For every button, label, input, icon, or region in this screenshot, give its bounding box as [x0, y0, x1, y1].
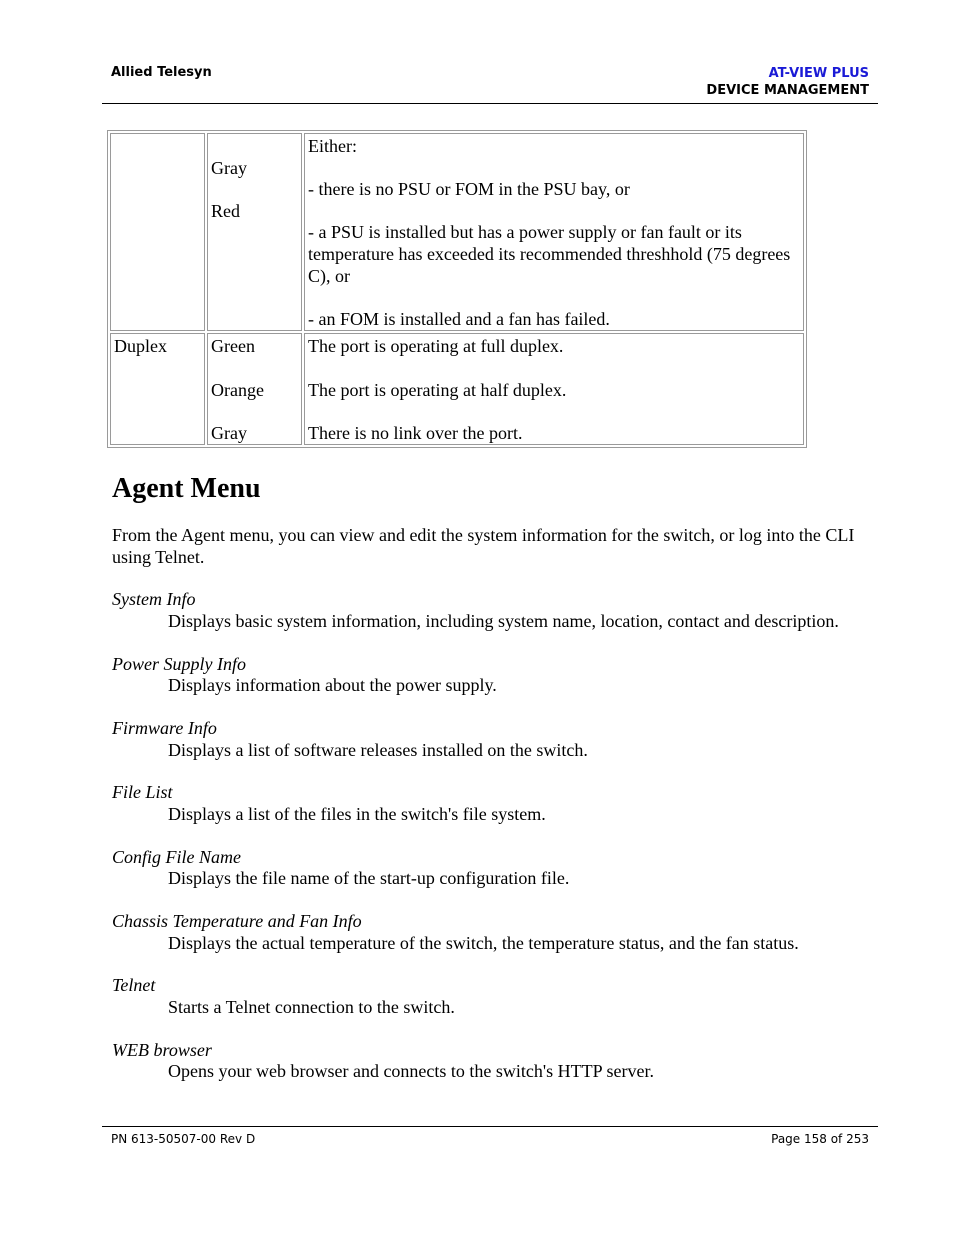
spacer: [211, 358, 298, 380]
led-description-line: - an FOM is installed and a fan has failed.: [308, 308, 610, 329]
section-name: DEVICE MANAGEMENT: [706, 83, 869, 98]
part-number: PN 613-50507-00 Rev D: [111, 1132, 256, 1146]
led-colors-cell: [207, 133, 302, 331]
led-description-line: The port is operating at half duplex.: [308, 379, 567, 400]
menu-item-definition: Displays a list of software releases installed on the switch.: [168, 739, 588, 760]
led-name-cell: Duplex: [110, 333, 205, 445]
spacer: [211, 136, 298, 158]
page-number: Page 158 of 253: [771, 1132, 869, 1146]
led-color: Orange: [211, 379, 264, 400]
led-description-cell: [304, 333, 804, 445]
led-name-cell: [110, 133, 205, 331]
agent-menu-section: [112, 470, 872, 1104]
header-right: [706, 65, 869, 99]
company-name: Allied Telesyn: [111, 65, 212, 80]
section-title: Agent Menu: [112, 473, 261, 504]
menu-item-definition: Displays information about the power supply.: [168, 675, 497, 696]
spacer: [308, 401, 800, 423]
table-row: [110, 133, 804, 331]
menu-item-definition: Displays a list of the files in the switch's file system.: [168, 803, 546, 824]
spacer: [211, 179, 298, 201]
spacer: [211, 401, 298, 423]
menu-item-definition: Opens your web browser and connects to the switch's HTTP server.: [168, 1061, 654, 1082]
led-description-line: - a PSU is installed but has a power supply or fan fault or its temperature has exceeded its recommended threshhold (75 degrees C), or: [308, 222, 791, 286]
menu-item-term: WEB browser: [112, 1039, 212, 1060]
led-description-cell: [304, 133, 804, 331]
menu-item-term: Config File Name: [112, 846, 241, 867]
menu-item-term: System Info: [112, 589, 196, 610]
led-color: Green: [211, 336, 255, 357]
menu-item-definition: Displays the file name of the start-up configuration file.: [168, 868, 570, 889]
menu-item-definition: Starts a Telnet connection to the switch.: [168, 997, 455, 1018]
menu-item-definition: Displays the actual temperature of the switch, the temperature status, and the fan status.: [168, 932, 799, 953]
footer-rule: [102, 1126, 878, 1127]
intro-paragraph: From the Agent menu, you can view and edit the system information for the switch, or log into the CLI using Telnet.: [112, 525, 855, 567]
led-description-line: Either:: [308, 136, 357, 156]
menu-item-term: Telnet: [112, 975, 156, 996]
spacer: [308, 201, 800, 223]
led-color: Red: [211, 200, 240, 221]
menu-item-list: [112, 589, 872, 1083]
table-row: [110, 333, 804, 445]
led-description-line: The port is operating at full duplex.: [308, 336, 564, 357]
led-description-line: There is no link over the port.: [308, 422, 523, 443]
product-name: AT-VIEW PLUS: [768, 66, 869, 81]
menu-item-term: Firmware Info: [112, 717, 217, 738]
led-colors-cell: [207, 333, 302, 445]
spacer: [308, 158, 800, 180]
header-rule: [102, 103, 878, 104]
spacer: [308, 287, 800, 309]
menu-item-term: Chassis Temperature and Fan Info: [112, 911, 362, 932]
led-description-line: - there is no PSU or FOM in the PSU bay, or: [308, 179, 630, 200]
menu-item-term: File List: [112, 782, 173, 803]
led-color: Gray: [211, 157, 247, 178]
menu-item-definition: Displays basic system information, including system name, location, contact and description.: [168, 610, 839, 631]
menu-item-term: Power Supply Info: [112, 653, 246, 674]
led-color: Gray: [211, 422, 247, 443]
spacer: [308, 358, 800, 380]
led-status-table: [107, 130, 807, 448]
